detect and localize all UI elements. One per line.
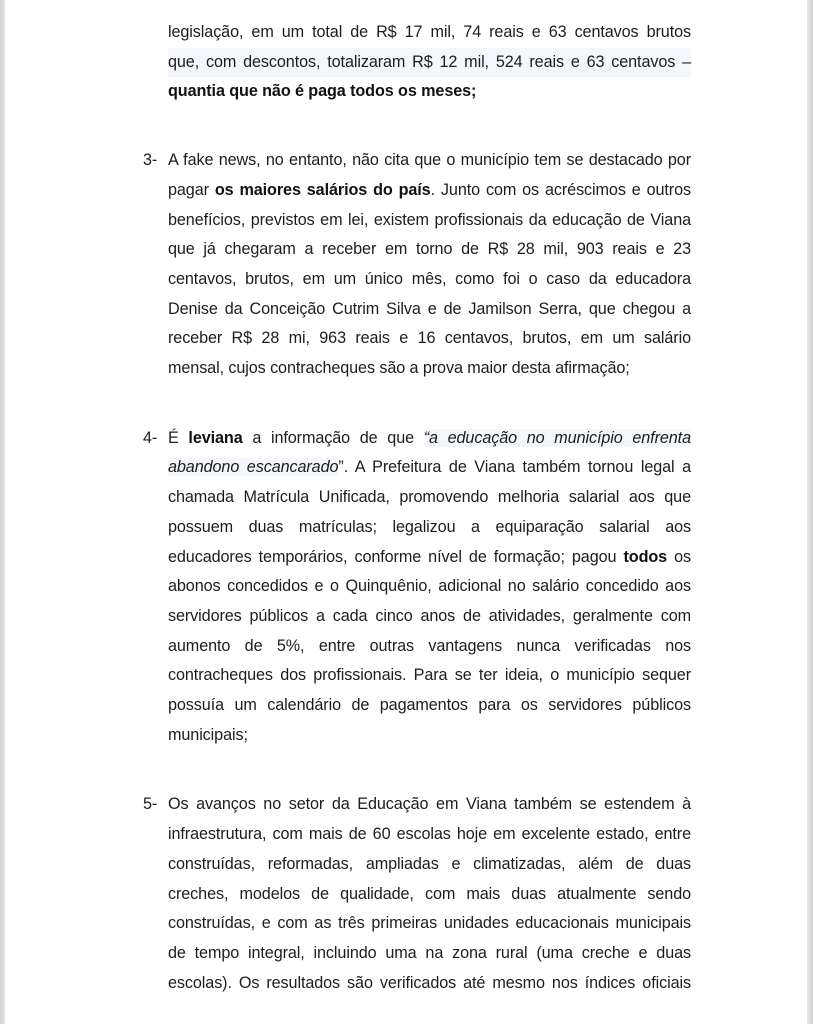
text-line: A fake news, no entanto, não cita que o município tem se destacado por	[168, 151, 691, 170]
text-line: mensal, cujos contracheques são a prova maior desta afirmação;	[168, 359, 630, 378]
text-line: construídas, e com as três primeiras unidades educacionais municipais	[168, 914, 691, 933]
text-run: os	[667, 547, 691, 566]
bold-text: os maiores salários do país	[214, 180, 431, 199]
text-line: municipais;	[168, 725, 248, 744]
text-line: creches, modelos de qualidade, com mais duas atualmente sendo	[168, 884, 691, 903]
text-run: . Junto com os acréscimos e outros	[430, 180, 691, 199]
text-line: possuía um calendário de pagamentos para os servidores públicos	[168, 696, 691, 715]
text-line: possuem duas matrículas; legalizou a equiparação salarial aos	[168, 517, 691, 536]
italic-quote: abandono escancarado	[168, 458, 339, 477]
item-2-continuation	[143, 18, 691, 107]
text-run: pagar	[168, 180, 215, 199]
text-run: educadores temporários, conforme nível de formação; pagou	[168, 547, 624, 566]
list-item-3	[143, 146, 691, 384]
text-line	[168, 543, 691, 573]
text-line: benefícios, previstos em lei, existem profissionais da educação de Viana	[168, 210, 691, 229]
text-line: infraestrutura, com mais de 60 escolas hoje em excelente estado, entre	[168, 825, 691, 844]
text-line: Os avanços no setor da Educação em Viana também se estendem à	[168, 795, 691, 814]
bold-text: todos	[623, 547, 668, 566]
text-line: escolas). Os resultados são verificados até mesmo nos índices oficiais	[168, 973, 691, 992]
bold-text: leviana	[188, 428, 243, 447]
text-line: que já chegaram a receber em torno de R$ 28 mil, 903 reais e 23	[168, 240, 691, 259]
page-edge-right	[807, 0, 813, 1024]
text-line: que, com descontos, totalizaram R$ 12 mil, 524 reais e 63 centavos –	[168, 48, 691, 78]
text-line: centavos, brutos, em um único mês, como foi o caso da educadora	[168, 269, 691, 288]
text-run: a informação de que	[242, 428, 424, 447]
list-item-4	[143, 424, 691, 751]
bold-text: quantia que não é paga todos os meses;	[168, 82, 477, 101]
text-line: legislação, em um total de R$ 17 mil, 74 reais e 63 centavos brutos	[168, 23, 691, 41]
text-line: aumento de 5%, entre outras vantagens nunca verificadas nos	[168, 636, 691, 655]
item-number: 5-	[143, 795, 158, 814]
text-line: abonos concedidos e o Quinquênio, adicional no salário concedido aos	[168, 577, 691, 596]
item-number: 3-	[143, 151, 158, 170]
text-run: É	[168, 428, 189, 447]
text-line-bold	[168, 77, 691, 107]
text-line	[168, 176, 691, 206]
text-run: ”. A Prefeitura de Viana também tornou legal a	[338, 458, 691, 477]
text-line	[168, 424, 691, 454]
list-item-5	[143, 790, 691, 998]
italic-quote: “a educação no município enfrenta	[423, 428, 691, 447]
text-line: construídas, reformadas, ampliadas e climatizadas, além de duas	[168, 854, 691, 873]
text-line: contracheques dos profissionais. Para se ter ideia, o município sequer	[168, 666, 691, 685]
text-line: chamada Matrícula Unificada, promovendo melhoria salarial aos que	[168, 488, 691, 507]
text-line: servidores públicos a cada cinco anos de atividades, geralmente com	[168, 606, 691, 625]
text-line: Denise da Conceição Cutrim Silva e de Jamilson Serra, que chegou a	[168, 299, 691, 318]
text-line: receber R$ 28 mi, 963 reais e 16 centavos, brutos, em um salário	[168, 329, 691, 348]
item-number: 4-	[143, 428, 158, 447]
text-line: de tempo integral, incluindo uma na zona rural (uma creche e duas	[168, 943, 691, 962]
document-content	[143, 18, 691, 998]
text-line	[168, 453, 691, 483]
